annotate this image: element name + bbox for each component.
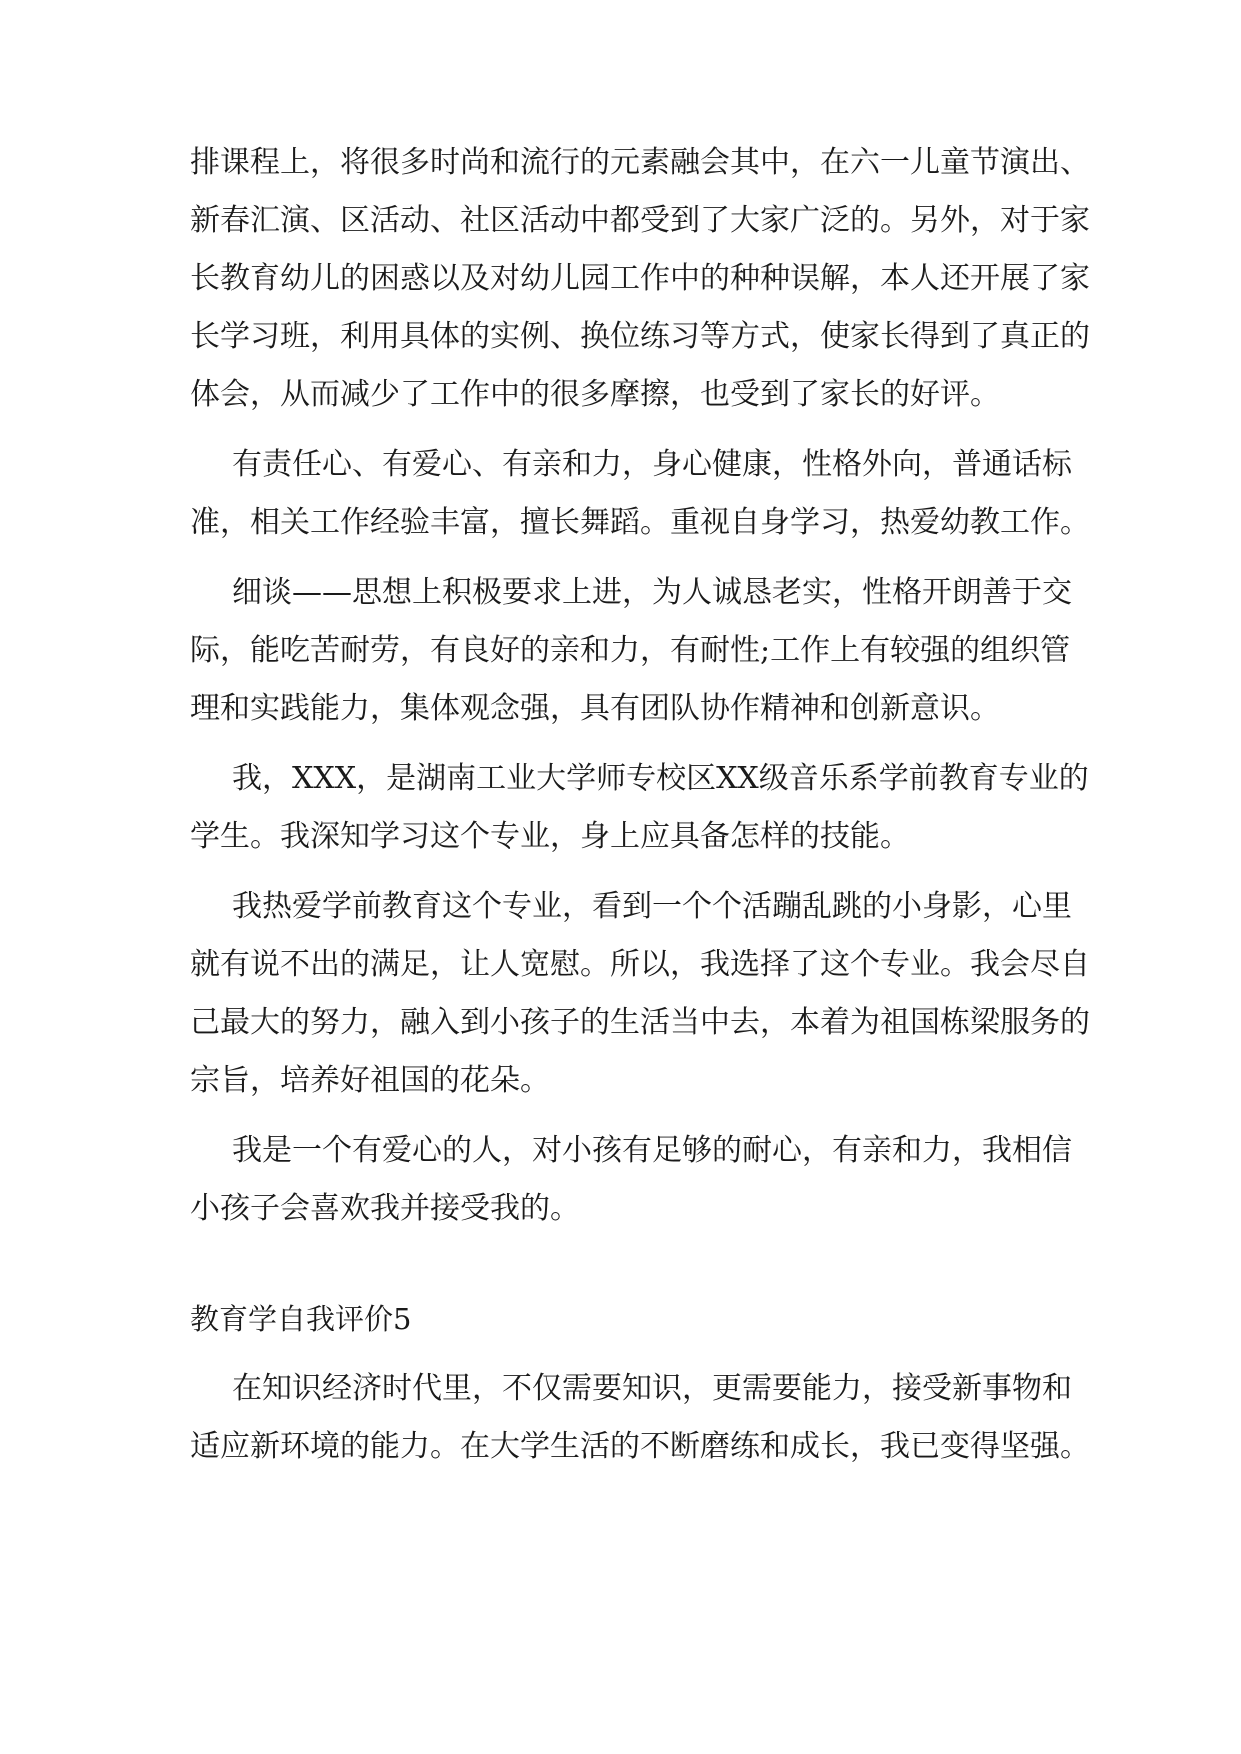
paragraph [190, 1122, 1070, 1238]
text-line: 己最大的努力，融入到小孩子的生活当中去，本着为祖国栋梁服务的 [190, 1005, 1090, 1040]
text-line: 学生。我深知学习这个专业，身上应具备怎样的技能。 [190, 819, 910, 854]
text-line: 理和实践能力，集体观念强，具有团队协作精神和创新意识。 [190, 691, 1000, 726]
text-line: 我是一个有爱心的人，对小孩有足够的耐心，有亲和力，我相信 [232, 1133, 1072, 1168]
paragraph [190, 564, 1070, 738]
paragraph-spacer [190, 866, 1070, 878]
text-line: 适应新环境的能力。在大学生活的不断磨练和成长，我已变得坚强。 [190, 1429, 1090, 1464]
text-line: 新春汇演、区活动、社区活动中都受到了大家广泛的。另外，对于家 [190, 203, 1090, 238]
text-line: 我热爱学前教育这个专业，看到一个个活蹦乱跳的小身影，心里 [232, 889, 1072, 924]
paragraph-spacer [190, 552, 1070, 564]
text-line: 准，相关工作经验丰富，擅长舞蹈。重视自身学习，热爱幼教工作。 [190, 505, 1090, 540]
text-line: 就有说不出的满足，让人宽慰。所以，我选择了这个专业。我会尽自 [190, 947, 1090, 982]
text-line: 我，XXX，是湖南工业大学师专校区XX级音乐系学前教育专业的 [232, 761, 1089, 796]
text-line: 小孩子会喜欢我并接受我的。 [190, 1191, 580, 1226]
text-line: 细谈——思想上积极要求上进，为人诚恳老实，性格开朗善于交 [232, 575, 1072, 610]
text-line: 际，能吃苦耐劳，有良好的亲和力，有耐性;工作上有较强的组织管 [190, 633, 1071, 668]
paragraph [190, 750, 1089, 866]
text-line: 在知识经济时代里，不仅需要知识，更需要能力，接受新事物和 [232, 1371, 1072, 1406]
text-line: 排课程上，将很多时尚和流行的元素融会其中，在六一儿童节演出、 [190, 145, 1090, 180]
paragraph [190, 436, 1090, 552]
paragraph [190, 878, 1090, 1110]
paragraph-spacer [190, 424, 1070, 436]
paragraph-spacer [190, 738, 1070, 750]
text-line: 长教育幼儿的困惑以及对幼儿园工作中的种种误解，本人还开展了家 [190, 261, 1090, 296]
paragraph [190, 1360, 1090, 1476]
section-spacer [190, 1238, 1070, 1290]
paragraph-spacer [190, 1348, 1070, 1360]
document-body [190, 134, 1090, 1476]
text-line: 有责任心、有爱心、有亲和力，身心健康，性格外向，普通话标 [232, 447, 1072, 482]
paragraph [190, 134, 1090, 424]
text-line: 长学习班，利用具体的实例、换位练习等方式，使家长得到了真正的 [190, 319, 1090, 354]
text-line: 宗旨，培养好祖国的花朵。 [190, 1063, 550, 1098]
text-line: 体会，从而减少了工作中的很多摩擦，也受到了家长的好评。 [190, 377, 1000, 412]
section-heading: 教育学自我评价5 [190, 1302, 412, 1336]
paragraph-spacer [190, 1110, 1070, 1122]
